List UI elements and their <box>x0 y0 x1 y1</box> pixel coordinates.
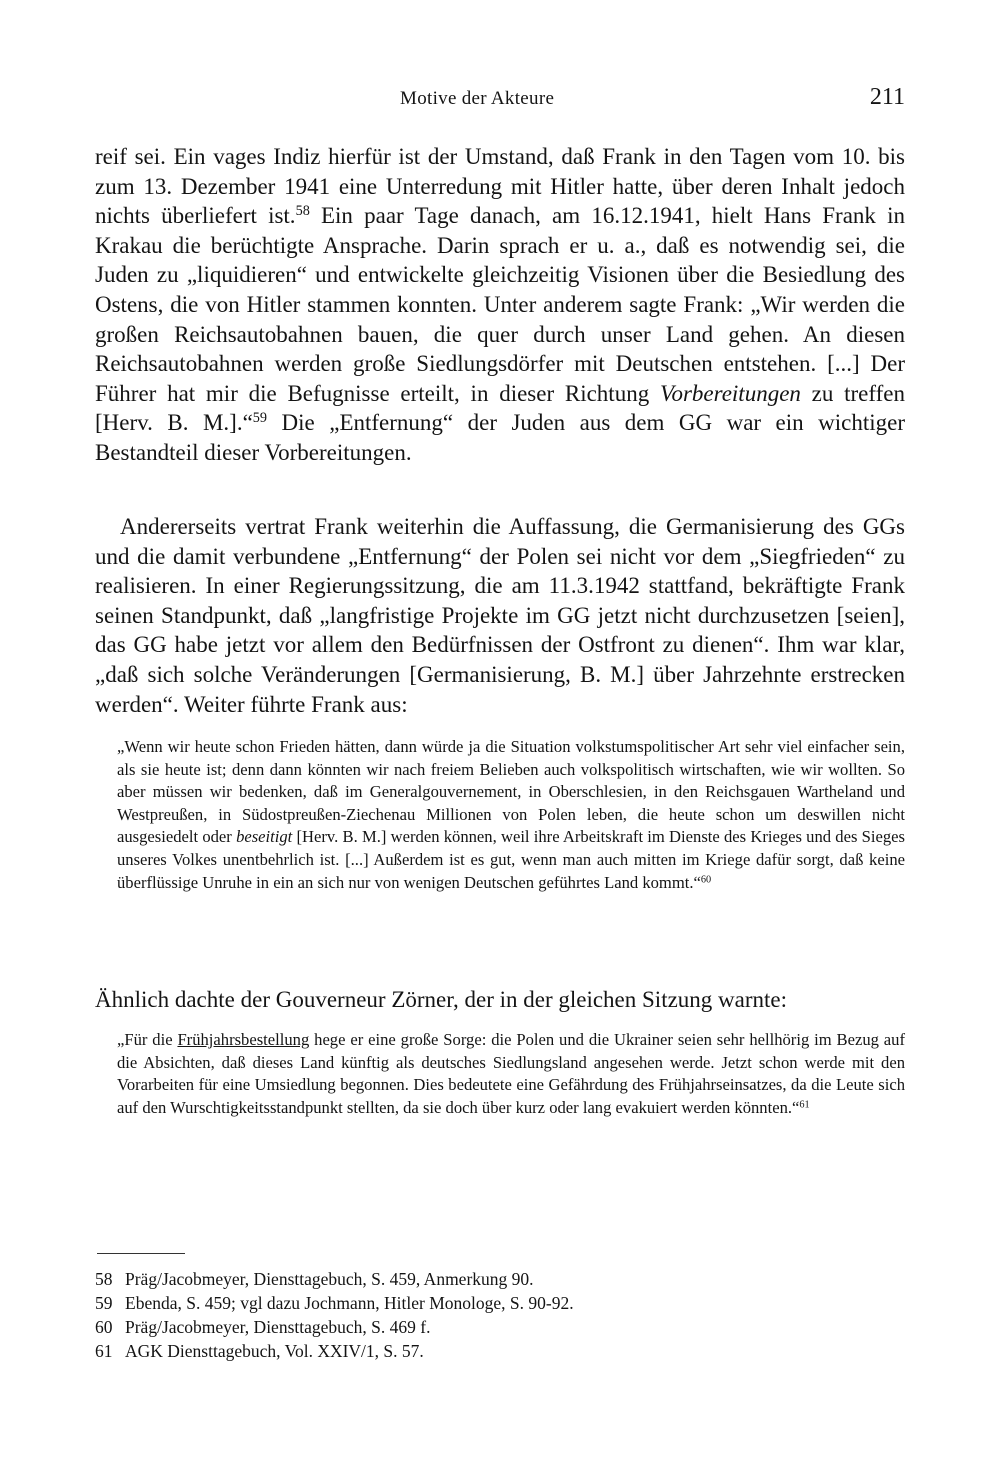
quote-text: „Für die <box>117 1030 178 1049</box>
block-quote-1 <box>117 736 905 894</box>
emphasis-text: Vorbereitungen <box>659 380 801 406</box>
body-paragraph-1 <box>95 142 905 468</box>
footnote-58 <box>95 1267 574 1291</box>
footnotes <box>95 1267 574 1363</box>
underlined-text: Frühjahrsbestellung <box>177 1030 310 1049</box>
paragraph-text: Ein paar Tage danach, am 16.12.1941, hielt Hans Frank in Krakau die berüchtigte Ansprache. Darin sprach er u. a., daß es notwendig sei, die Juden zu „liquidieren“ und entwickelte gleichzeitig Visionen über die Besiedlung des Ostens, die von Hitler stammen konnten. Unter anderem sagte Frank: „Wir werden die großen Reichsautobahnen bauen, die quer durch unser Land gehen. An diesen Reichsautobahnen werden große Siedlungsdörfer mit Deutschen entstehen. [...] Der Führer hat mir die Befugnisse erteilt, in dieser Richtung <box>95 203 905 406</box>
quote-text: hege er eine große Sorge: die Polen und die Ukrainer seien sehr hellhörig im Bezug auf die Absichten, daß dieses Land künftig als deutsches Siedlungsland angesehen werde. Jetzt schon werde mit den Vorarbeiten für eine Umsiedlung begonnen. Dies bedeutete eine Gefährdung des Frühjahrseinsatzes, da die Leute sich auf den Wurschtigkeitsstandpunkt stellten, da sie doch über kurz oder lang evakuiert werden könnten.“ <box>117 1030 905 1117</box>
footnote-number: 61 <box>95 1341 113 1361</box>
body-paragraph-3 <box>95 985 905 1015</box>
paragraph-text: zu treffen [Herv. B. M.].“ <box>95 380 906 436</box>
footnote-ref-59: 59 <box>252 410 268 427</box>
paragraph-text: reif sei. Ein vages Indiz hierfür ist der Umstand, daß Frank in den Tagen vom 10. bis zum 13. Dezember 1941 eine Unterredung mit Hitler hatte, über deren Inhalt jedoch nichts überliefert ist. <box>95 144 905 229</box>
footnote-ref-60: 60 <box>700 873 712 885</box>
paragraph-text: Andererseits vertrat Frank weiterhin die Auffassung, die Germanisierung des GGs und die damit verbundene „Entfernung“ der Polen sei nicht vor dem „Siegfrieden“ zu realisieren. In einer Regierungssitzung, die am 11.3.1942 stattfand, bekräftigte Frank seinen Standpunkt, daß „langfristige Projekte im GG jetzt nicht durchzusetzen [seien], das GG habe jetzt vor allem den Bedürfnissen der Ostfront zu dienen“. Ihm war klar, „daß sich solche Veränderungen [Germanisierung, B. M.] über Jahrzehnte erstrecken werden“. Weiter führte Frank aus: <box>95 514 905 717</box>
paragraph-text: Ähnlich dachte der Gouverneur Zörner, der in der gleichen Sitzung warnte: <box>95 987 788 1012</box>
paragraph-text: Die „Entfernung“ der Juden aus dem GG war ein wichtiger Bestandteil dieser Vorbereitungen. <box>95 410 905 465</box>
footnote-number: 59 <box>95 1293 113 1313</box>
page-header <box>400 84 905 118</box>
footnote-text: Ebenda, S. 459; vgl dazu Jochmann, Hitler Monologe, S. 90-92. <box>125 1293 574 1313</box>
footnote-60 <box>95 1315 574 1339</box>
quote-text: [Herv. B. M.] werden können, weil ihre Arbeitskraft im Dienste des Krieges und des Sieges unseres Volkes unentbehrlich ist. [...] Außerdem ist es gut, wenn man auch mitten im Kriege dafür sorgt, daß keine überflüssige Unruhe in ein an sich nur von wenigen Deutschen geführtes Land kommt.“ <box>117 827 905 892</box>
footnote-number: 58 <box>95 1269 113 1289</box>
footnote-ref-58: 58 <box>295 203 310 220</box>
footnote-ref-61: 61 <box>799 1099 810 1111</box>
footnote-61 <box>95 1339 574 1363</box>
block-quote-2 <box>117 1029 905 1119</box>
page-number: 211 <box>869 84 905 110</box>
quote-text: „Wenn wir heute schon Frieden hätten, dann würde ja die Situation volkstumspolitischer Art sehr viel einfacher sein, als sie heute ist; denn dann könnten wir nach freiem Belieben auch volkspolitisch wirtschaften, wie wir wollten. So aber müssen wir bedenken, daß im Generalgouvernement, in Oberschlesien, in den Reichsgauen Wartheland und Westpreußen, in Südostpreußen-Ziechenau Millionen von Polen leben, die heute schon um deswillen nicht ausgesiedelt oder <box>117 737 905 847</box>
footnote-text: Präg/Jacobmeyer, Diensttagebuch, S. 459, Anmerkung 90. <box>125 1269 534 1289</box>
footnote-number: 60 <box>95 1317 113 1337</box>
footnote-text: AGK Diensttagebuch, Vol. XXIV/1, S. 57. <box>125 1341 424 1361</box>
emphasis-text: beseitigt <box>236 827 293 847</box>
body-paragraph-2 <box>95 512 905 719</box>
footnote-text: Präg/Jacobmeyer, Diensttagebuch, S. 469 f. <box>125 1317 431 1337</box>
running-title: Motive der Akteure <box>400 88 555 109</box>
footnote-divider <box>97 1253 185 1254</box>
footnote-59 <box>95 1291 574 1315</box>
